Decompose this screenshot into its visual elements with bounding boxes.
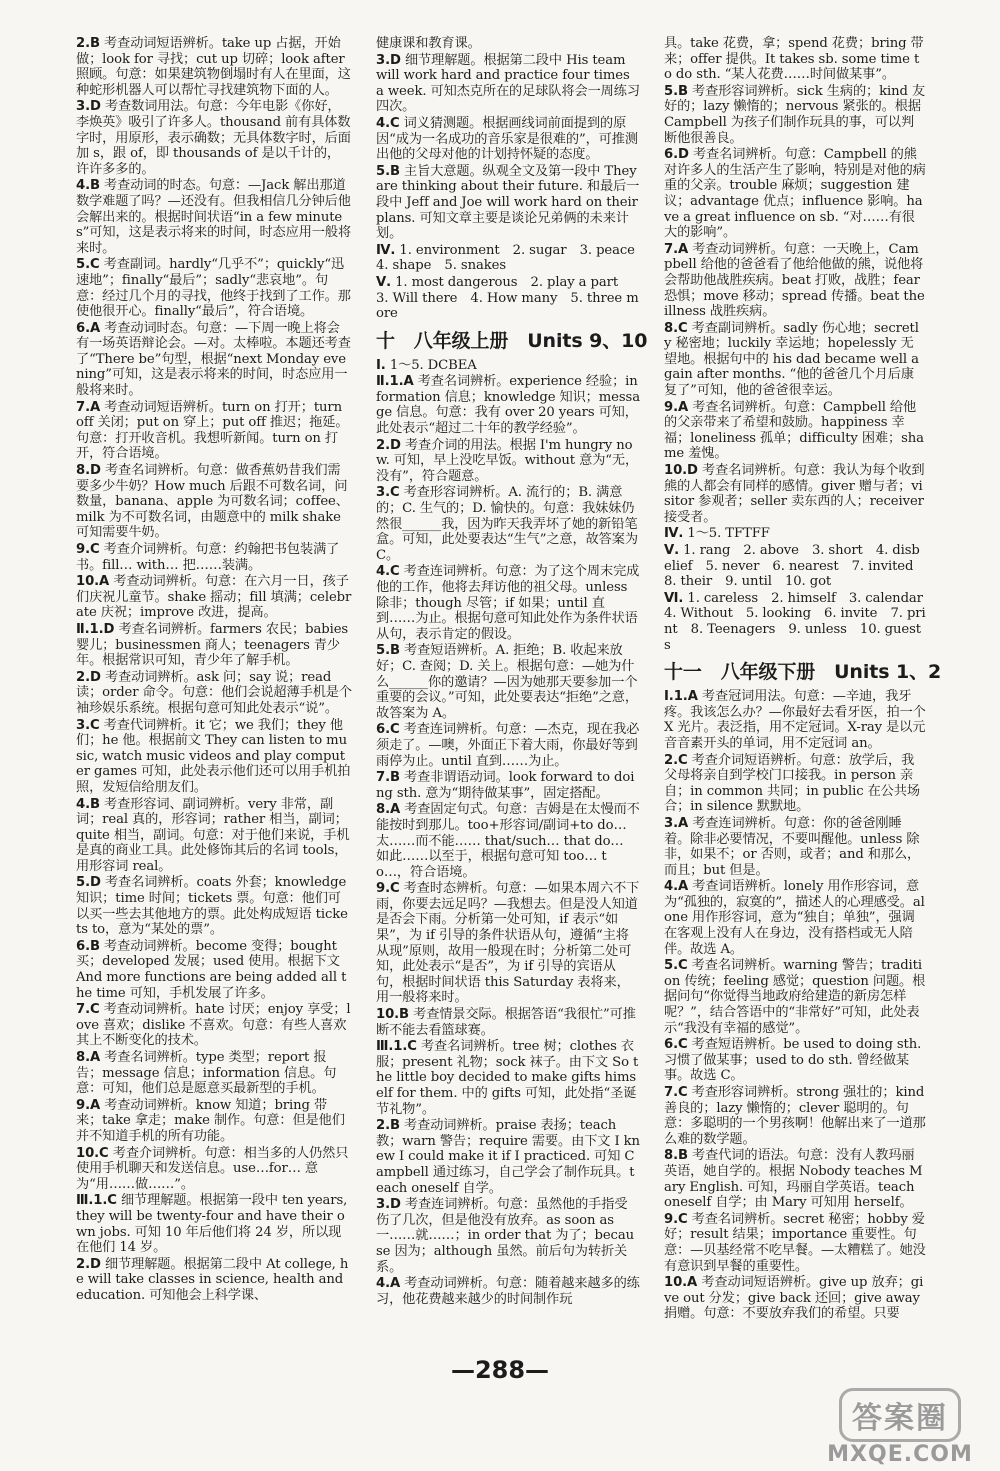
answer-explanation: 考查动词辨析。ask 问；say 说；read 读；order 命令。句意：他们会说超薄手机是个袖珍娱乐系统。根据句意可知此处表示“说”。 bbox=[76, 669, 352, 716]
answer-explanation: 考查名词辨析。farmers 农民；babies 婴儿；businessmen 商人；teenagers 青少年。根据常识可知，青少年了解手机。 bbox=[76, 621, 349, 669]
answer-number: 5.D bbox=[76, 875, 101, 891]
answer-number: 2.C bbox=[664, 752, 688, 768]
answer-number: 8.A bbox=[76, 1050, 101, 1065]
answer-explanation: 健康课和教育课。 bbox=[376, 36, 481, 51]
answer-explanation: 考查名词辨析。句意：我认为每个收到熊的人都会有同样的感情。giver 赠与者；visitor 参观者；seller 卖东西的人；receiver 接受者。 bbox=[664, 463, 925, 525]
answer-number: 3.D bbox=[76, 99, 101, 115]
answer-explanation: 1～5. DCBEA bbox=[389, 357, 477, 373]
answer-item bbox=[76, 1193, 352, 1255]
answer-item bbox=[76, 463, 352, 541]
answer-explanation: 考查名词辨析。coats 外套；knowledge 知识；time 时间；tickets 票。句意：他们可以买一些去其他地方的票。此处构成短语 tickets to，意为“某处的票”。 bbox=[76, 875, 348, 938]
answer-number: 9.A bbox=[664, 399, 689, 415]
answer-item bbox=[76, 321, 352, 399]
answer-explanation: 考查动词短语辨析。take up 占据，开始做；look for 寻找；cut up 切碎；look after 照顾。句意：如果建筑物倒塌时有人在里面，这种蛇形机器人可以帮忙寻找建筑物下面的人。 bbox=[76, 36, 351, 98]
answer-number: 3.C bbox=[376, 485, 400, 501]
answer-item bbox=[76, 257, 352, 319]
answer-number: 8.D bbox=[76, 463, 101, 479]
answer-item bbox=[664, 1148, 926, 1210]
answer-item bbox=[376, 1007, 640, 1038]
answer-number: 7.A bbox=[76, 399, 101, 415]
answer-item bbox=[664, 84, 926, 146]
answer-explanation: 考查连词辨析。句意：虽然他的手指受伤了几次，但是他没有放弃。as soon as 一……就……；in order that 为了；because 因为；although 虽然。前后句为转折关系。 bbox=[376, 1197, 634, 1275]
answer-explanation: 细节理解题。根据第二段中 His team will work hard and practice four times a week. 可知杰克所在的足球队将会一周练习四次。 bbox=[376, 52, 640, 115]
answer-explanation: 考查连词辨析。句意：为了这个周末完成他的工作，他将去拜访他的祖父母。unless 除非；though 尽管；if 如果；until 直到……为止。根据句意可知此处作为条件状语从句，表示肯定的假设。 bbox=[376, 564, 640, 642]
answer-explanation: 考查连词辨析。句意：你的爸爸刚睡着。除非必要情况，不要叫醒他。unless 除非，如果不；or 否则，或者；and 和那么，而且；but 但是。 bbox=[664, 815, 921, 878]
section-heading: 十一 八年级下册 Units 1、2 bbox=[664, 661, 942, 684]
answer-item bbox=[664, 590, 936, 653]
answer-number: 2.D bbox=[76, 1256, 101, 1272]
answer-item bbox=[76, 36, 352, 98]
page-number: —288— bbox=[450, 1356, 550, 1384]
answer-explanation: 细节理解题。根据第二段中 At college, he will take classes in science, health and education. 可知他会上科学课、 bbox=[76, 1256, 349, 1303]
answer-number: 9.C bbox=[664, 1211, 688, 1227]
answer-number: Ⅱ.1.A bbox=[376, 374, 414, 390]
answer-explanation: 考查动词的时态。句意：—Jack 解出那道数学难题了吗？—还没有。但我相信几分钟后他会解出来的。根据时间状语“in a few minutes”可知，这是表示将来的时间，时态应用一般将来时。 bbox=[76, 178, 352, 256]
answer-item bbox=[664, 1275, 926, 1322]
answer-number: 10.A bbox=[76, 574, 110, 590]
answer-item bbox=[376, 358, 640, 374]
answer-explanation: 考查副词。hardly“几乎不”；quickly“迅速地”；finally“最后”；sadly“悲哀地”。句意：经过几个月的寻找，他终于找到了工作。那使他很开心。finally“最后”，符合语境。 bbox=[76, 257, 351, 320]
answer-number: 7.C bbox=[76, 1002, 100, 1018]
answer-explanation: 考查连词辨析。句意：—杰克，现在我必须走了。—噢，外面正下着大雨，你最好等到雨停为止。until 直到……为止。 bbox=[376, 722, 640, 769]
answer-number: Ⅳ. bbox=[376, 242, 396, 258]
answer-number: 7.B bbox=[376, 770, 400, 786]
answer-number: 3.D bbox=[376, 52, 401, 68]
answer-item bbox=[376, 1276, 640, 1307]
answer-explanation: 1. rang 2. above 3. short 4. disbelief 5. never 6. nearest 7. invited 8. their 9. until 10. got bbox=[664, 543, 927, 590]
answer-explanation: 考查动词辨析。hate 讨厌；enjoy 享受；love 喜欢；dislike 不喜欢。句意：有些人喜欢其上不断变化的技术。 bbox=[76, 1002, 351, 1049]
answer-item bbox=[376, 242, 648, 274]
answer-number: 4.B bbox=[76, 178, 100, 194]
answer-number: Ⅵ. bbox=[664, 590, 684, 606]
answer-item bbox=[376, 881, 640, 1006]
answer-item bbox=[76, 670, 352, 717]
answer-explanation: 1. careless 2. himself 3. calendar 4. Without 5. looking 6. invite 7. print 8. Teenagers 9. unless 10. guests bbox=[664, 590, 936, 653]
answer-explanation: 考查时态辨析。句意：—如果本周六不下雨，你要去远足吗？—我想去。但是没人知道是否会下雨。分析第一处可知，if 表示“如果”，为 if 引导的条件状语从句，遵循“主将从现”原则，故用一般现在时；分析第二处可知，此处表示“是否”，为 if 引导的宾语从句，根据时间状语 this Saturday 表将来，用一般将来时。 bbox=[376, 881, 640, 1006]
answer-item bbox=[76, 574, 352, 621]
answer-number: 5.B bbox=[376, 163, 400, 179]
answer-item bbox=[376, 802, 640, 880]
answer-number: 9.C bbox=[76, 542, 100, 557]
answer-number: 8.A bbox=[376, 802, 401, 818]
answer-number: 2.D bbox=[76, 669, 101, 685]
answer-item bbox=[664, 1212, 926, 1274]
answer-explanation: 考查短语辨析。be used to doing sth. 习惯了做某事；used to do sth. 曾经做某事。故选 C。 bbox=[664, 1037, 922, 1084]
answer-explanation: 考查形容词辨析。sick 生病的；kind 友好的；lazy 懒惰的；nervous 紧张的。根据 Campbell 为孩子们制作玩具的事，可以判断他很善良。 bbox=[664, 83, 926, 146]
answer-explanation: 1. environment 2. sugar 3. peace 4. shape 5. snakes bbox=[376, 242, 648, 274]
answer-item bbox=[664, 816, 926, 878]
watermark-url: MXQE.COM bbox=[827, 1442, 973, 1467]
answer-explanation: 考查动词辨析。become 变得；bought 买；developed 发展；used 使用。根据下文 And more functions are being added all the time 可知，手机发展了许多。 bbox=[76, 938, 347, 1001]
answer-explanation: 主旨大意题。纵观全文及第一段中 They are thinking about their future. 和最后一段中 Jeff and Joe will work hard on their plans. 可知文章主要是谈论兄弟俩的未来计划。 bbox=[376, 163, 640, 242]
answer-number: Ⅲ.1.C bbox=[76, 1193, 117, 1209]
answer-explanation: 考查动词辨析。句意：在六月一日，孩子们庆祝儿童节。shake 摇动；fill 填满；celebrate 庆祝；improve 改进，提高。 bbox=[76, 574, 352, 621]
answer-item bbox=[664, 36, 926, 83]
answer-item bbox=[376, 36, 640, 52]
answer-explanation: 考查名词辨析。tree 树；clothes 衣服；present 礼物；sock 袜子。由下文 So the little boy decided to make gifts himself for them. 中的 gifts 可知，此处指“圣诞节礼物”。 bbox=[376, 1039, 639, 1117]
answer-explanation: 考查数词用法。句意：今年电影《你好，李焕英》吸引了许多人。thousand 前有具体数字时，用原形，表示确数；无具体数字时，后面加 s，跟 of，即 thousands of 是以千计的，许许多多的。 bbox=[76, 99, 351, 177]
answer-item bbox=[664, 689, 926, 751]
answer-item bbox=[376, 1039, 640, 1117]
answer-explanation: 考查情景交际。根据答语“我很忙”可推断不能去看篮球赛。 bbox=[376, 1007, 636, 1038]
answer-explanation: 考查代词的语法。句意：没有人教玛丽英语，她自学的。根据 Nobody teaches Mary English. 可知，玛丽自学英语。teach oneself 自学；由 Mary 可知用 herself。 bbox=[664, 1148, 923, 1211]
answer-item bbox=[664, 242, 926, 320]
answer-item bbox=[664, 526, 926, 542]
answer-number: 2.B bbox=[376, 1118, 400, 1134]
answer-explanation: 具。take 花费，拿；spend 花费；bring 带来；offer 提供。It takes sb. some time to do sth. “某人花费……时间做某事”。 bbox=[664, 36, 924, 83]
answer-explanation: 考查动词辨析。句意：随着越来越多的练习，他花费越来越少的时间制作玩 bbox=[376, 1276, 640, 1307]
answer-number: 6.B bbox=[76, 938, 100, 954]
answer-explanation: 考查介词辨析。句意：约翰把书包装满了书。fill… with… 把……装满。 bbox=[76, 542, 340, 573]
section-heading: 十 八年级上册 Units 9、10 bbox=[376, 329, 648, 352]
answer-item bbox=[76, 1257, 352, 1304]
answer-item bbox=[76, 1146, 352, 1193]
answer-item bbox=[664, 463, 926, 525]
answer-number: Ⅱ.1.D bbox=[76, 621, 115, 637]
answer-number: 3.C bbox=[76, 717, 100, 733]
answer-explanation: 考查固定句式。句意：吉姆是在太慢而不能按时到那儿。too+形容词/副词+to do… 太……而不能…… that/such… that do… 如此……以至于，根据句意可知 too… to…，符合语境。 bbox=[376, 802, 640, 880]
answer-number: Ⅲ.1.C bbox=[376, 1039, 417, 1055]
answer-number: 7.A bbox=[664, 241, 689, 257]
answer-explanation: 考查形容词、副词辨析。very 非常，副词；real 真的，形容词；rather 相当，副词；quite 相当，副词。句意：对于他们来说，手机是真的商业工具。此处修饰其后的名词 tools，用形容词 real。 bbox=[76, 796, 350, 874]
answer-number: Ⅰ. bbox=[376, 357, 386, 373]
answer-explanation: 考查动词时态。句意：—下周一晚上将会有一场英语辩论会。—对。太棒啦。本题还考查了“There be”句型，根据“next Monday evening”可知，这是表示将来的时间，时态应用一般将来时。 bbox=[76, 320, 351, 399]
answer-number: 4.A bbox=[664, 879, 689, 895]
answer-item bbox=[76, 718, 352, 796]
answer-explanation: 考查动词辨析。know 知道；bring 带来；take 拿走；make 制作。句意：但是他们并不知道手机的所有功能。 bbox=[76, 1097, 345, 1144]
answer-number: 4.A bbox=[376, 1276, 401, 1292]
answer-explanation: 词义猜测题。根据画线词前面提到的原因“成为一名成功的音乐家是很难的”，可推测出他的父母对他的计划持怀疑的态度。 bbox=[376, 115, 638, 163]
answer-number: 9.C bbox=[376, 881, 400, 897]
answer-item bbox=[376, 1118, 640, 1196]
answer-number: 4.B bbox=[76, 796, 100, 812]
answer-item bbox=[76, 99, 352, 177]
answer-item bbox=[376, 164, 640, 242]
answer-number: 10.C bbox=[76, 1145, 109, 1161]
answer-number: 4.C bbox=[376, 115, 400, 131]
answer-item bbox=[376, 438, 640, 485]
answer-item bbox=[664, 543, 926, 590]
answer-item bbox=[664, 958, 926, 1036]
answer-item bbox=[376, 485, 640, 563]
answer-number: Ⅰ.1.A bbox=[664, 689, 698, 705]
answer-explanation: 考查名词辨析。句意：Campbell 给他的父亲带来了希望和鼓励。happiness 幸福；loneliness 孤单；difficulty 困难；shame 羞愧。 bbox=[664, 399, 924, 462]
answer-number: 4.C bbox=[376, 564, 400, 580]
answer-explanation: 考查动词短语辨析。turn on 打开；turn off 关闭；put on 穿上；put off 推迟；拖延。句意：打开收音机。我想听新闻。turn on 打开，符合语境。 bbox=[76, 399, 349, 462]
answer-number: Ⅴ. bbox=[376, 274, 392, 290]
answer-item bbox=[376, 770, 640, 801]
answer-item bbox=[76, 875, 352, 937]
answer-explanation: 考查名词辨析。warning 警告；tradition 传统；feeling 感觉；question 问题。根据问句“你觉得当地政府给建造的新房怎样呢？”，结合答语中的“非常好”可知，此处表示“我没有幸福的感觉”。 bbox=[664, 958, 926, 1036]
answer-explanation: 考查动词辨析。句意：一天晚上，Campbell 给他的爸爸看了他给他做的熊，说他将会帮助他战胜疾病。beat 打败，战胜；fear 恐惧；move 移动；spread 传播。beat the illness 战胜疾病。 bbox=[664, 241, 925, 320]
answer-explanation: 考查名词辨析。secret 秘密；hobby 爱好；result 结果；importance 重要性。句意：—贝基经常不吃早餐。—太糟糕了。她没有意识到早餐的重要性。 bbox=[664, 1211, 926, 1274]
answer-item bbox=[376, 53, 640, 115]
answer-item bbox=[376, 643, 640, 721]
answer-item bbox=[376, 374, 640, 436]
answer-explanation: 考查短语辨析。A. 拒绝；B. 收起来放好；C. 查阅；D. 关上。根据句意：—她为什么______你的邀请？—因为她那天要参加一个重要的会议。”可知，此处要表达“拒绝”之意，故答案为 A。 bbox=[376, 643, 638, 721]
answer-number: 9.A bbox=[76, 1097, 101, 1113]
answer-number: 6.C bbox=[664, 1037, 688, 1053]
column-left bbox=[76, 36, 352, 1326]
answer-explanation: 考查词语辨析。lonely 用作形容词，意为“孤独的，寂寞的”，描述人的心理感受。alone 用作形容词，意为“独自；单独”，强调在客观上没有人在身边，没有搭档或无人陪伴。故选 A。 bbox=[664, 879, 925, 957]
answer-explanation: 考查名词辨析。experience 经验；information 信息；knowledge 知识；message 信息。句意：我有 over 20 years 可知，此处表示“超过二十年的教学经验”。 bbox=[376, 374, 640, 437]
answer-explanation: 考查非谓语动词。look forward to doing sth. 意为“期待做某事”，固定搭配。 bbox=[376, 770, 635, 801]
answer-item bbox=[376, 116, 640, 163]
answer-item bbox=[76, 400, 352, 462]
answer-explanation: 考查名词辨析。句意：Campbell 的熊对许多人的生活产生了影响，特别是对他的病重的父亲。trouble 麻烦；suggestion 建议；advantage 优点；influence 影响。have a great influence on sb. “对……有很大的影响”。 bbox=[664, 147, 926, 241]
answer-number: 5.B bbox=[376, 643, 400, 659]
answer-item bbox=[664, 879, 926, 957]
answer-item bbox=[664, 1037, 926, 1084]
column-middle bbox=[376, 36, 648, 1326]
answer-explanation: 考查形容词辨析。strong 强壮的；kind 善良的；lazy 懒惰的；clever 聪明的。句意：多聪明的一个男孩啊！他解出来了一道那么难的数学题。 bbox=[664, 1085, 926, 1147]
answer-number: 6.C bbox=[376, 722, 400, 738]
answer-number: 3.D bbox=[376, 1197, 401, 1213]
answer-item bbox=[376, 722, 640, 769]
answer-explanation: 考查介词短语辨析。句意：放学后，我父母将亲自到学校门口接我。in person 亲自；in common 共同；in public 在公共场合；in silence 默默地。 bbox=[664, 752, 920, 815]
answer-item bbox=[376, 275, 640, 322]
answer-item bbox=[76, 622, 352, 669]
answer-item bbox=[76, 1050, 352, 1097]
answer-explanation: 考查名词辨析。句意：做香蕉奶昔我们需要多少牛奶？How much 后跟不可数名词，问数量，banana、apple 为可数名词；coffee、milk 为不可数名词，由题意中的 milk shake 可知需要牛奶。 bbox=[76, 463, 349, 541]
answer-explanation: 考查动词辨析。praise 表扬；teach 教；warn 警告；require 需要。由下文 I knew I could make it if I practiced. 可知 Campbell 通过练习，自己学会了制作玩具。teach oneself 自学。 bbox=[376, 1118, 640, 1196]
answer-explanation: 考查冠词用法。句意：—辛迪，我牙疼。我该怎么办？—你最好去看牙医，拍一个 X 光片。表泛指，用不定冠词。X-ray 是以元音音素开头的单词，用不定冠词 an。 bbox=[664, 689, 926, 751]
answer-explanation: 细节理解题。根据第一段中 ten years, they will be twenty-four and have their own jobs. 可知 10 年后他们将 24 岁，所以现在他们 14 岁。 bbox=[76, 1193, 348, 1256]
answer-item bbox=[76, 178, 352, 256]
answer-number: 2.D bbox=[376, 437, 401, 453]
answer-explanation: 考查介词辨析。句意：相当多的人仍然只使用手机聊天和发送信息。use…for… 意为“用……做……”。 bbox=[76, 1145, 349, 1192]
answer-number: 2.B bbox=[76, 36, 100, 51]
answer-number: 8.C bbox=[664, 320, 688, 336]
answer-explanation: 1～5. TFTFF bbox=[687, 526, 770, 542]
answer-item bbox=[376, 564, 640, 642]
answer-item bbox=[376, 1197, 640, 1275]
answer-explanation: 考查形容词辨析。A. 流行的；B. 满意的；C. 生气的；D. 愉快的。句意：我妹妹仍然很______我，因为昨天我弄坏了她的新铅笔盒。可知，此处要表达“生气”之意，故答案为 C。 bbox=[376, 485, 638, 563]
answer-item bbox=[664, 1085, 926, 1147]
answer-explanation: 考查副词辨析。sadly 伤心地；secretly 秘密地；luckily 幸运地；hopelessly 无望地。根据句中的 his dad became well again after months. “他的爸爸几个月后康复了”可知，他的爸爸很幸运。 bbox=[664, 320, 919, 399]
answer-number: 5.B bbox=[664, 83, 688, 99]
watermark-badge: 答案圈 bbox=[839, 1388, 961, 1442]
answer-number: 7.C bbox=[664, 1085, 688, 1100]
answer-item bbox=[664, 400, 926, 462]
answer-number: 5.C bbox=[664, 958, 688, 974]
answer-explanation: 考查动词短语辨析。give up 放弃；give out 分发；give back 还回；give away 捐赠。句意：不要放弃我们的希望。只要 bbox=[664, 1275, 924, 1322]
answer-item bbox=[76, 1002, 352, 1049]
answer-number: 10.A bbox=[664, 1275, 698, 1291]
answer-number: 6.D bbox=[664, 147, 689, 163]
answer-explanation: 1. most dangerous 2. play a part 3. Will there 4. How many 5. three more bbox=[376, 274, 639, 322]
answer-number: 5.C bbox=[76, 257, 100, 273]
answer-item bbox=[664, 147, 926, 241]
answer-item bbox=[76, 542, 352, 573]
watermark-logo bbox=[820, 1388, 980, 1467]
column-right bbox=[664, 36, 942, 1326]
answer-explanation: 考查代词辨析。it 它；we 我们；they 他们；he 他。根据前文 They can listen to music, watch music videos and play computer games 可知，此处表示他们还可以用手机拍照，发短信给朋友们。 bbox=[76, 717, 351, 795]
answer-number: 6.A bbox=[76, 320, 101, 336]
answer-number: Ⅳ. bbox=[664, 526, 684, 542]
answer-item bbox=[664, 321, 926, 399]
answer-explanation: 考查介词的用法。根据 I'm hungry now. 可知，早上没吃早饭。without 意为“无，没有”，符合题意。 bbox=[376, 437, 639, 484]
answer-number: 3.A bbox=[664, 815, 689, 831]
answer-explanation: 考查名词辨析。type 类型；report 报告；message 信息；information 信息。句意：可知，他们总是愿意买最新型的手机。 bbox=[76, 1050, 337, 1097]
answer-number: 8.B bbox=[664, 1148, 688, 1164]
answer-item bbox=[76, 939, 352, 1001]
answer-number: 10.B bbox=[376, 1007, 410, 1023]
answer-item bbox=[76, 797, 352, 875]
answer-number: 10.D bbox=[664, 463, 698, 479]
answer-item bbox=[664, 753, 926, 815]
answer-item bbox=[76, 1098, 352, 1145]
answer-number: Ⅴ. bbox=[664, 543, 680, 558]
